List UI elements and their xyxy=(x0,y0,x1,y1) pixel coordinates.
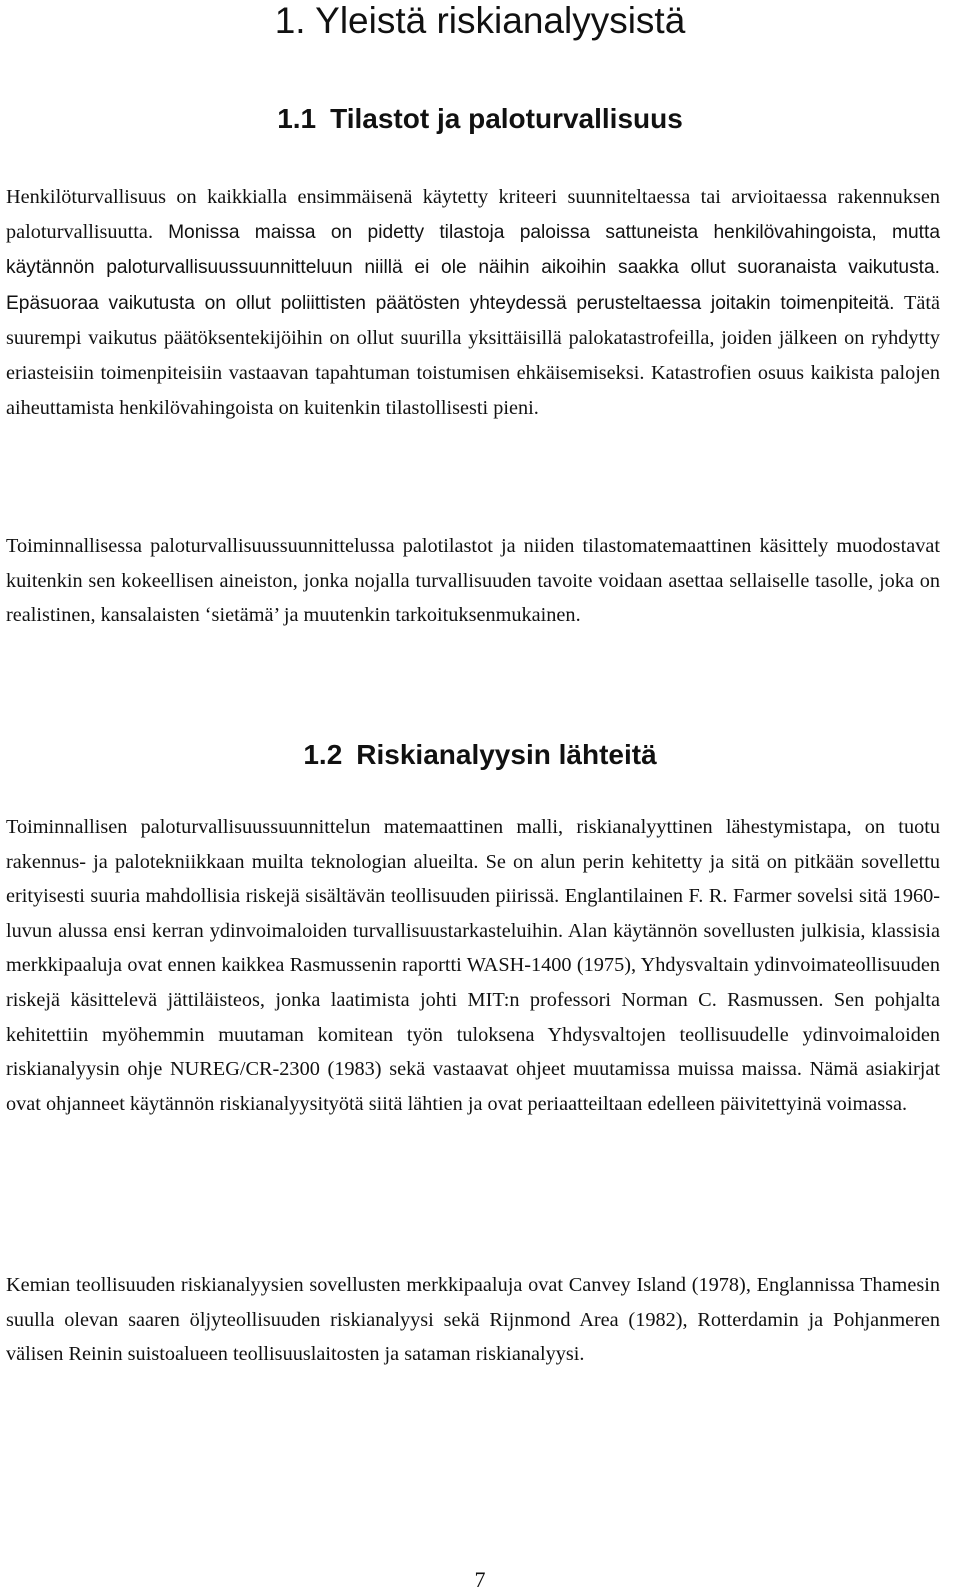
section-number: 1.1 xyxy=(277,103,317,134)
section-heading-1-1 xyxy=(0,102,960,136)
paragraph-text: Monissa maissa on pidetty tilastoja paloissa sattuneista henkilövahingoista, mutta käytännön paloturvallisuussuunnitteluun niillä ei ole näihin aikoihin saakka ollut suoranaista vaikutusta. xyxy=(6,221,940,279)
section-heading-1-2 xyxy=(0,738,960,772)
paragraph-text: Epäsuoraa vaikutusta on ollut poliittisten päätösten yhteydessä perusteltaessa joitakin toimenpiteitä. xyxy=(6,292,895,314)
paragraph-text: Tätä suurempi vaikutus päätöksentekijöihin on ollut suurilla yksittäisillä palokatastrofeilla, joiden jälkeen on ryhdytty eriasteisiin toimenpiteisiin vastaavan tapahtuman toistumisen ehkäisemiseksi. Katastrofien osuus kaikista palojen aiheuttamista henkilövahingoista on kuitenkin tilastollisesti pieni. xyxy=(6,291,941,419)
paragraph-functional-design: Toiminnallisessa paloturvallisuussuunnittelussa palotilastot ja niiden tilastomatemaattinen käsittely muodostavat kuitenkin sen kokeellisen aineiston, jonka nojalla turvallisuuden tavoite voidaan asettaa sellaiselle tasolle, joka on realistinen, kansalaisten ‘sietämä’ ja muutenkin tarkoituksenmukainen. xyxy=(6,535,940,627)
section-title: Tilastot ja paloturvallisuus xyxy=(330,103,683,134)
section-number: 1.2 xyxy=(303,739,343,770)
chapter-heading: 1. Yleistä riskianalyysistä xyxy=(274,0,686,41)
paragraph-chemical-industry: Kemian teollisuuden riskianalyysien sovellusten merkkipaaluja ovat Canvey Island (1978), Englannissa Thamesin suulla olevan saaren öljyteollisuuden riskianalyysi sekä Rijnmond Area (1982), Rotterdamin ja Pohjanmeren välisen Reinin suistoalueen teollisuuslaitosten ja sataman riskianalyysi. xyxy=(6,1274,940,1366)
section-title: Riskianalyysin lähteitä xyxy=(356,739,657,770)
paragraph-text: Henkilöturvallisuus on kaikkialla ensimmäisenä käytetty kriteeri suunniteltaessa tai arvioitaessa rakennuksen paloturvallisuutta. xyxy=(6,186,940,243)
paragraph-risk-analysis-origins: Toiminnallisen paloturvallisuussuunnittelun matemaattinen malli, riskianalyyttinen lähestymistapa, on tuotu rakennus- ja palotekniikkaan muilta teknologian alueilta. Se on alun perin kehitetty ja sitä on pitkään sovellettu erityisesti suuria mahdollisia riskejä sisältävän teollisuuden piirissä. Englantilainen F. R. Farmer sovelsi sitä 1960-luvun alussa ensi kerran ydinvoimaloiden turvallisuustarkasteluihin. Alan käytännön sovellusten julkisia, klassisia merkkipaaluja ovat ennen kaikkea Rasmussenin raportti WASH-1400 (1975), Yhdysvaltain ydinvoimateollisuuden riskejä käsittelevä jättiläisteos, jonka laatimista johti MIT:n professori Norman C. Rasmussen. Sen pohjalta kehitettiin myöhemmin muutaman komitean työn tuloksena Yhdysvaltojen teollisuudelle ydinvoimaloiden riskianalyysin ohje NUREG/CR-2300 (1983) sekä vastaavat ohjeet muutamissa muissa maissa. Nämä asiakirjat ovat ohjanneet käytännön riskianalyysityötä siitä lähtien ja ovat periaatteiltaan edelleen päivitettyinä voimassa. xyxy=(6,816,940,1115)
paragraph-statistics xyxy=(6,180,940,425)
page-number: 7 xyxy=(474,1567,486,1592)
